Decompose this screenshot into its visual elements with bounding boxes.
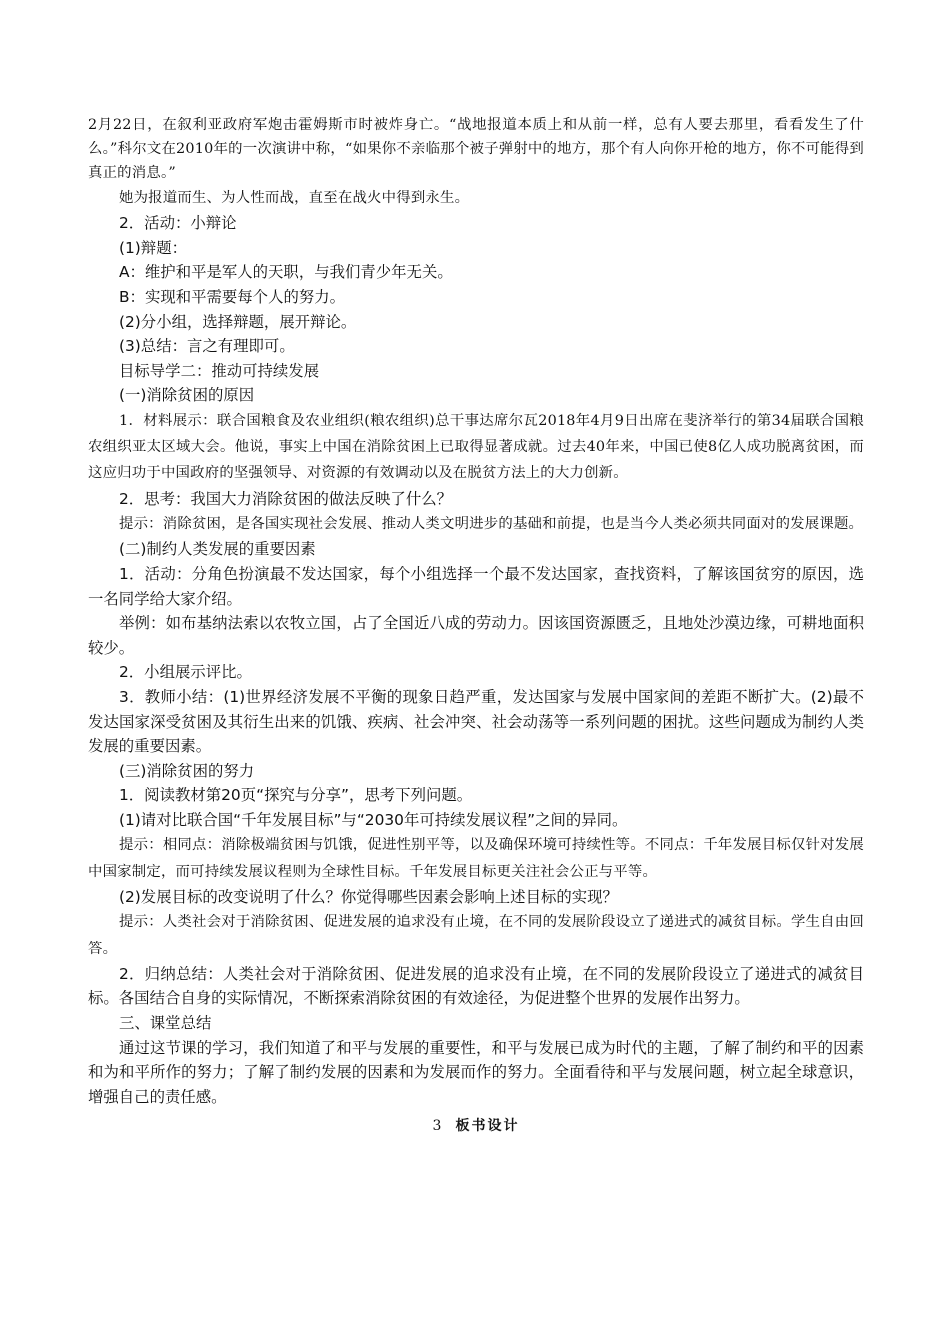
paragraph-role-play: 1．活动：分角色扮演最不发达国家，每个小组选择一个最不发达国家，查找资料，了解该国贫穷的原因，选一名同学给大家介绍。	[88, 564, 864, 608]
paragraph-group-debate: (2)分小组，选择辩题，展开辩论。	[119, 312, 357, 331]
section-footer	[88, 1113, 864, 1139]
document-page	[88, 113, 864, 1139]
paragraph-induction-summary: 2．归纳总结：人类社会对于消除贫困、促进发展的追求没有止境，在不同的发展阶段设立了递进式的减贫目标。各国结合自身的实际情况，不断探索消除贫困的有效途径，为促进整个世界的发展作出努力。	[88, 964, 864, 1008]
paragraph-goal-change-question: (2)发展目标的改变说明了什么？你觉得哪些因素会影响上述目标的实现？	[119, 887, 618, 906]
paragraph-hint-goal-change: 提示：人类社会对于消除贫困、促进发展的追求没有止境，在不同的发展阶段设立了递进式的减贫目标。学生自由回答。	[88, 914, 864, 957]
paragraph-topic-b: B：实现和平需要每个人的努力。	[119, 287, 346, 306]
paragraph-class-summary: 通过这节课的学习，我们知道了和平与发展的重要性，和平与发展已成为时代的主题，了解了制约和平的因素和为和平所作的努力；了解了制约发展的因素和为发展而作的努力。全面看待和平与发展问题，树立起全球意识，增强自己的责任感。	[88, 1038, 864, 1106]
paragraph-kelwen-conclusion: 她为报道而生、为人性而战，直至在战火中得到永生。	[119, 190, 470, 206]
heading-class-summary: 三、课堂总结	[119, 1014, 212, 1033]
paragraph-example-burkina: 举例：如布基纳法索以农牧立国，占了全国近八成的劳动力。因该国资源匮乏，且地处沙漠边缘，可耕地面积较少。	[88, 614, 864, 657]
paragraph-compare-goals: (1)请对比联合国“千年发展目标”与“2030年可持续发展议程”之间的异同。	[119, 810, 628, 829]
section-number: 3	[432, 1118, 442, 1135]
paragraph-hint-poverty: 提示：消除贫困，是各国实现社会发展、推动人类文明进步的基础和前提，也是当今人类必须共同面对的发展课题。	[119, 516, 864, 533]
paragraph-group-review: 2．小组展示评比。	[119, 663, 252, 682]
paragraph-hint-goals: 提示：相同点：消除极端贫困与饥饿，促进性别平等，以及确保环境可持续性等。不同点：千年发展目标仅针对发展中国家制定，而可持续发展议程则为全球性目标。千年发展目标更关注社会公正与平等。	[88, 837, 864, 880]
paragraph-debate-summary: (3)总结：言之有理即可。	[119, 337, 295, 356]
paragraph-material-show: 1．材料展示：联合国粮食及农业组织(粮农组织)总干事达席尔瓦2018年4月9日出席在斐济举行的第34届联合国粮农组织亚太区域大会。他说，事实上中国在消除贫困上已取得显著成就。过去40年来，中国已使8亿人成功脱离贫困，而这应归功于中国政府的坚强领导、对资源的有效调动以及在脱贫方法上的大力创新。	[88, 412, 864, 482]
section-label: 板书设计	[455, 1118, 520, 1135]
paragraph-think-question: 2．思考：我国大力消除贫困的做法反映了什么？	[119, 489, 452, 508]
paragraph-kelwen-story: 2月22日，在叙利亚政府军炮击霍姆斯市时被炸身亡。“战地报道本质上和从前一样，总有人要去那里，看看发生了什么。”科尔文在2010年的一次演讲中称，“如果你不亲临那个被子弹射中的地方，那个有人向你开枪的地方，你不可能得到真正的消息。”	[88, 117, 864, 181]
heading-goal-two: 目标导学二：推动可持续发展	[119, 361, 320, 380]
paragraph-debate-topic: (1)辩题：	[119, 238, 187, 257]
paragraph-activity-debate: 2．活动：小辩论	[119, 214, 237, 233]
paragraph-teacher-summary: 3．教师小结：(1)世界经济发展不平衡的现象日趋严重，发达国家与发展中国家间的差距不断扩大。(2)最不发达国家深受贫困及其衍生出来的饥饿、疾病、社会冲突、社会动荡等一系列问题的困扰。这些问题成为制约人类发展的重要因素。	[88, 687, 864, 756]
heading-poverty-causes: (一)消除贫困的原因	[119, 386, 255, 405]
paragraph-read-textbook: 1．阅读教材第20页“探究与分享”，思考下列问题。	[119, 786, 473, 805]
heading-development-factors: (二)制约人类发展的重要因素	[119, 540, 316, 559]
paragraph-topic-a: A：维护和平是军人的天职，与我们青少年无关。	[119, 263, 453, 282]
heading-poverty-efforts: (三)消除贫困的努力	[119, 761, 255, 780]
